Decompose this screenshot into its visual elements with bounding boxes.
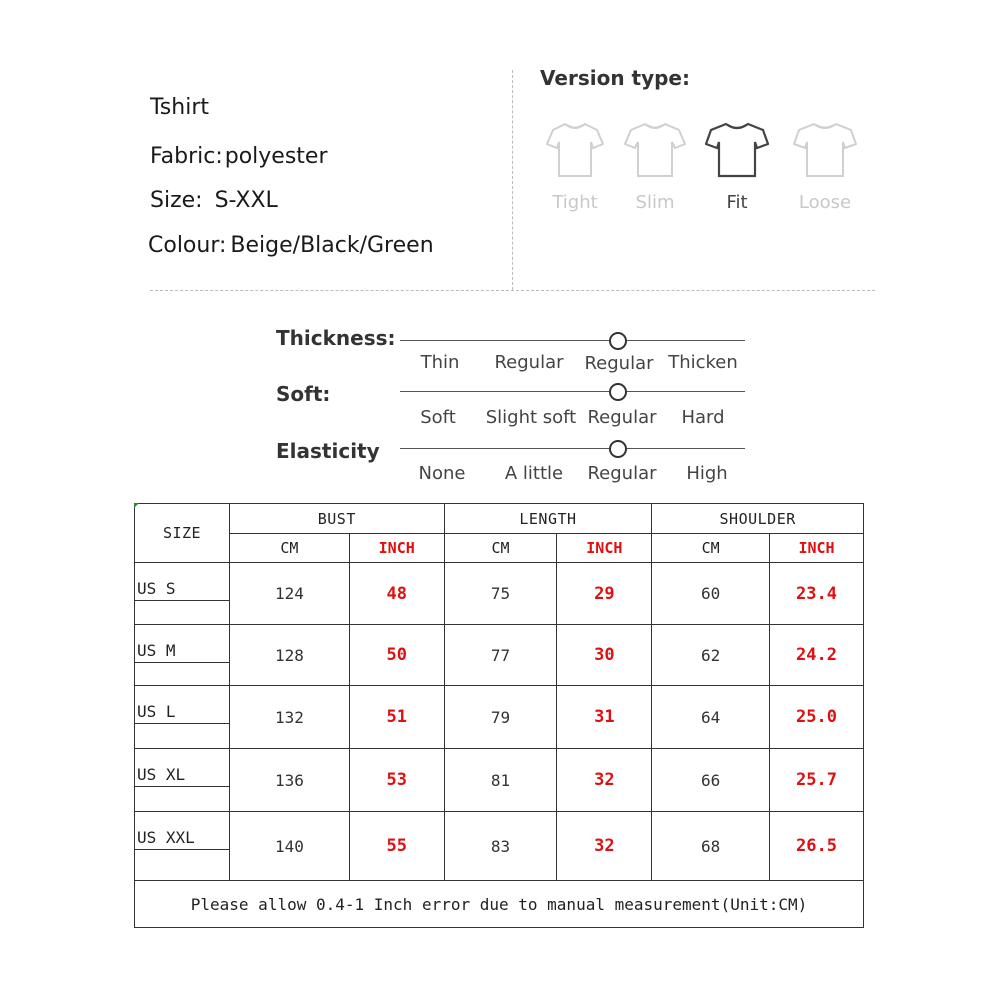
tshirt-icon <box>623 118 687 182</box>
length-cm-cell: 75 <box>444 563 557 625</box>
size-value: S-XXL <box>214 188 278 213</box>
shoulder-header: SHOULDER <box>652 504 864 534</box>
soft-slider <box>400 391 745 392</box>
length-inch-cell: 32 <box>557 749 652 812</box>
bust-cm-cell: 128 <box>230 625 350 686</box>
tshirt-icon <box>543 118 607 182</box>
version-label: Loose <box>798 192 852 213</box>
tshirt-icon <box>793 118 857 182</box>
fabric-line <box>150 144 328 169</box>
shoulder-inch-cell: 26.5 <box>770 812 864 881</box>
elasticity-slider <box>400 448 745 449</box>
size-name: US XL <box>135 749 229 787</box>
size-column-header: SIZE <box>135 504 230 563</box>
version-label: Fit <box>726 192 748 213</box>
bust-cm-cell: 136 <box>230 749 350 812</box>
thickness-slider <box>400 340 745 341</box>
shoulder-inch-cell: 24.2 <box>770 625 864 686</box>
size-label: Size: <box>150 188 203 213</box>
version-tight <box>535 118 615 213</box>
length-cm-cell: 77 <box>444 625 557 686</box>
size-chart-table <box>134 503 864 928</box>
length-header: LENGTH <box>444 504 652 534</box>
bust-inch-cell: 53 <box>349 749 444 812</box>
table-row <box>135 625 864 686</box>
size-line <box>150 188 278 213</box>
length-cm-cell: 83 <box>444 812 557 881</box>
thickness-label: Thickness: <box>276 326 396 350</box>
size-cell <box>135 686 230 749</box>
colour-line <box>148 233 434 258</box>
length-inch-cell: 30 <box>557 625 652 686</box>
elasticity-option: A little <box>504 463 564 484</box>
table-header-row <box>135 504 864 534</box>
elasticity-label: Elasticity <box>276 439 380 463</box>
bust-inch-cell: 50 <box>349 625 444 686</box>
size-name: US L <box>135 686 229 724</box>
thickness-knob <box>609 332 627 350</box>
soft-option: Slight soft <box>485 407 577 428</box>
table-unit-row <box>135 534 864 563</box>
version-loose <box>785 118 865 213</box>
elasticity-knob <box>609 440 627 458</box>
bust-cm-cell: 132 <box>230 686 350 749</box>
shoulder-cm-cell: 62 <box>652 625 770 686</box>
shoulder-cm-cell: 66 <box>652 749 770 812</box>
shoulder-inch-cell: 25.0 <box>770 686 864 749</box>
size-cell <box>135 812 230 881</box>
tshirt-icon <box>705 118 769 182</box>
measurement-note: Please allow 0.4-1 Inch error due to manual measurement(Unit:CM) <box>135 881 864 928</box>
colour-label: Colour: <box>148 233 227 258</box>
bust-cm-cell: 124 <box>230 563 350 625</box>
soft-option: Hard <box>681 407 725 428</box>
bust-header: BUST <box>230 504 445 534</box>
product-type-text: Tshirt <box>150 95 209 120</box>
table-row <box>135 686 864 749</box>
soft-label: Soft: <box>276 382 331 406</box>
version-label: Tight <box>552 192 598 213</box>
size-cell <box>135 625 230 686</box>
length-inch-cell: 32 <box>557 812 652 881</box>
thickness-option: Thicken <box>668 352 738 373</box>
thickness-option: Thin <box>420 352 460 373</box>
unit-cm-header: CM <box>230 534 350 563</box>
unit-inch-header: INCH <box>557 534 652 563</box>
size-name: US M <box>135 625 229 663</box>
unit-cm-header: CM <box>444 534 557 563</box>
table-row <box>135 749 864 812</box>
bust-cm-cell: 140 <box>230 812 350 881</box>
shoulder-cm-cell: 60 <box>652 563 770 625</box>
bust-inch-cell: 51 <box>349 686 444 749</box>
table-row <box>135 812 864 881</box>
corner-mark <box>134 503 139 508</box>
soft-option: Regular <box>587 407 657 428</box>
table-note-row <box>135 881 864 928</box>
colour-value: Beige/Black/Green <box>230 233 434 258</box>
shoulder-inch-cell: 23.4 <box>770 563 864 625</box>
unit-inch-header: INCH <box>770 534 864 563</box>
fabric-label: Fabric: <box>150 144 223 169</box>
version-fit <box>697 118 777 213</box>
version-label: Slim <box>635 192 675 213</box>
thickness-option: Regular <box>494 352 564 373</box>
vertical-divider <box>512 70 513 290</box>
elasticity-option: High <box>686 463 728 484</box>
bust-inch-cell: 55 <box>349 812 444 881</box>
elasticity-option: Regular <box>587 463 657 484</box>
elasticity-option: None <box>418 463 466 484</box>
unit-inch-header: INCH <box>349 534 444 563</box>
shoulder-inch-cell: 25.7 <box>770 749 864 812</box>
version-type-list <box>535 118 875 228</box>
length-inch-cell: 31 <box>557 686 652 749</box>
shoulder-cm-cell: 68 <box>652 812 770 881</box>
soft-knob <box>609 383 627 401</box>
size-name: US S <box>135 563 229 601</box>
horizontal-divider <box>150 290 875 291</box>
length-cm-cell: 79 <box>444 686 557 749</box>
size-cell <box>135 749 230 812</box>
fabric-value: polyester <box>224 144 328 169</box>
product-type <box>150 95 209 120</box>
version-type-title: Version type: <box>540 66 690 90</box>
version-slim <box>615 118 695 213</box>
bust-inch-cell: 48 <box>349 563 444 625</box>
size-cell <box>135 563 230 625</box>
length-inch-cell: 29 <box>557 563 652 625</box>
unit-cm-header: CM <box>652 534 770 563</box>
table-row <box>135 563 864 625</box>
size-name: US XXL <box>135 812 229 850</box>
soft-option: Soft <box>420 407 456 428</box>
length-cm-cell: 81 <box>444 749 557 812</box>
thickness-option: Regular <box>584 353 654 374</box>
shoulder-cm-cell: 64 <box>652 686 770 749</box>
